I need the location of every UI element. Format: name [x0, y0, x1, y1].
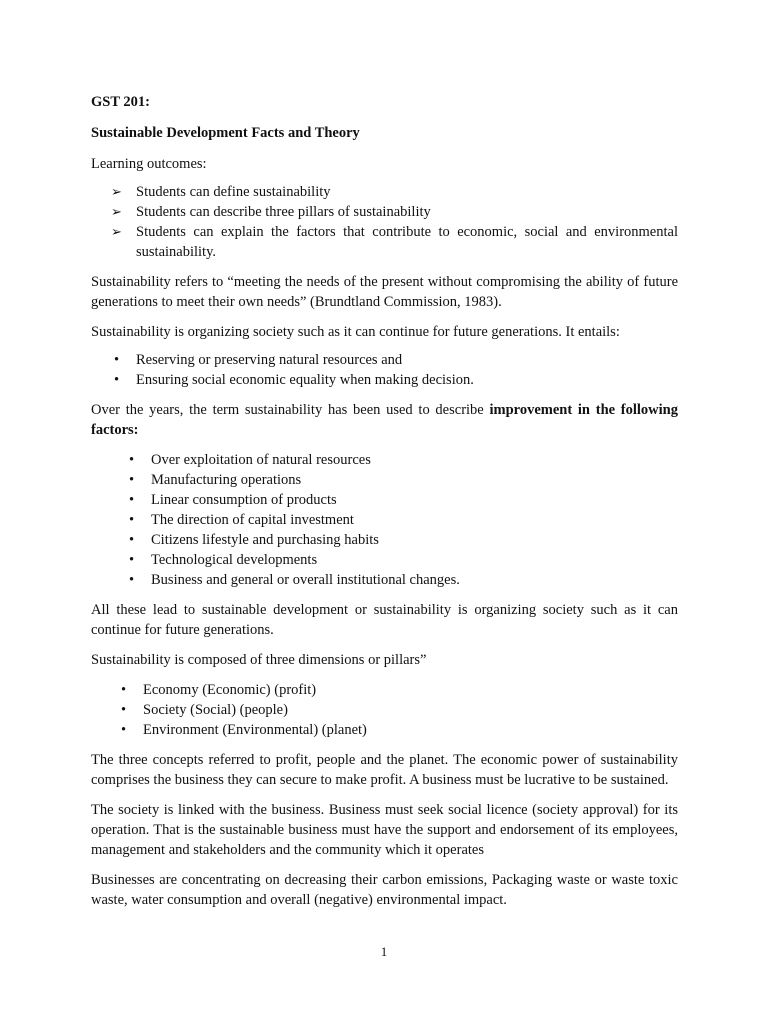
bullet-icon: •: [121, 702, 127, 718]
bullet-icon: •: [114, 352, 120, 368]
entails-list: [91, 350, 678, 390]
entails-paragraph: Sustainability is organizing society such as it can continue for future generations. It entails:: [91, 324, 620, 340]
pillars-intro: Sustainability is composed of three dimensions or pillars”: [91, 652, 427, 668]
bullet-icon: •: [129, 512, 135, 528]
course-code: GST 201:: [91, 94, 150, 110]
bullet-icon: •: [129, 532, 135, 548]
bullet-icon: •: [129, 552, 135, 568]
factors-paragraph: Over the years, the term sustainability has been used to describe improvement in the following factors:: [91, 402, 678, 438]
list-item: • Business and general or overall institutional changes.: [129, 572, 460, 588]
list-item: • Ensuring social economic equality when making decision.: [114, 372, 474, 388]
list-item: • Environment (Environmental) (planet): [121, 722, 367, 738]
factors-list: [91, 450, 678, 590]
list-item: ➢ Students can define sustainability: [111, 184, 331, 200]
list-item: • Economy (Economic) (profit): [121, 682, 317, 698]
pillars-list: [91, 680, 678, 740]
list-item: • Manufacturing operations: [129, 472, 302, 488]
page-title: Sustainable Development Facts and Theory: [91, 125, 360, 141]
list-item: ➢ Students can describe three pillars of sustainability: [111, 204, 431, 220]
bullet-icon: •: [129, 572, 135, 588]
list-item: ➢ Students can explain the factors that contribute to economic, social and environmental sustainability.: [111, 224, 678, 260]
list-item: • Over exploitation of natural resources: [129, 452, 371, 468]
concepts-paragraph: The three concepts referred to profit, people and the planet. The economic power of sustainability comprises the business they can secure to make profit. A business must be lucrative to be sustained.: [91, 752, 678, 788]
arrow-bullet-icon: ➢: [111, 204, 122, 219]
outcomes-list: [91, 182, 678, 262]
bullet-icon: •: [129, 452, 135, 468]
list-item: • Technological developments: [129, 552, 318, 568]
page-number: 1: [380, 944, 388, 959]
document-body: [91, 92, 678, 910]
business-paragraph: Businesses are concentrating on decreasing their carbon emissions, Packaging waste or waste toxic waste, water consumption and overall (negative) environmental impact.: [91, 872, 678, 908]
list-item: • Reserving or preserving natural resources and: [114, 352, 403, 368]
definition-paragraph: Sustainability refers to “meeting the needs of the present without compromising the ability of future generations to meet their own needs” (Brundtland Commission, 1983).: [91, 274, 678, 310]
bullet-icon: •: [129, 492, 135, 508]
lead-paragraph: All these lead to sustainable development or sustainability is organizing society such as it can continue for future generations.: [91, 602, 678, 638]
list-item: • Citizens lifestyle and purchasing habits: [129, 532, 379, 548]
list-item: • Society (Social) (people): [121, 702, 288, 718]
bullet-icon: •: [114, 372, 120, 388]
list-item: • The direction of capital investment: [129, 512, 354, 528]
bullet-icon: •: [121, 722, 127, 738]
list-item: • Linear consumption of products: [129, 492, 337, 508]
learning-outcomes-label: Learning outcomes:: [91, 156, 207, 172]
bullet-icon: •: [121, 682, 127, 698]
society-paragraph: The society is linked with the business. Business must seek social licence (society approval) for its operation. That is the sustainable business must have the support and endorsement of its employees, management and stakeholders and the community which it operates: [91, 802, 678, 858]
arrow-bullet-icon: ➢: [111, 224, 122, 239]
arrow-bullet-icon: ➢: [111, 184, 122, 199]
bullet-icon: •: [129, 472, 135, 488]
